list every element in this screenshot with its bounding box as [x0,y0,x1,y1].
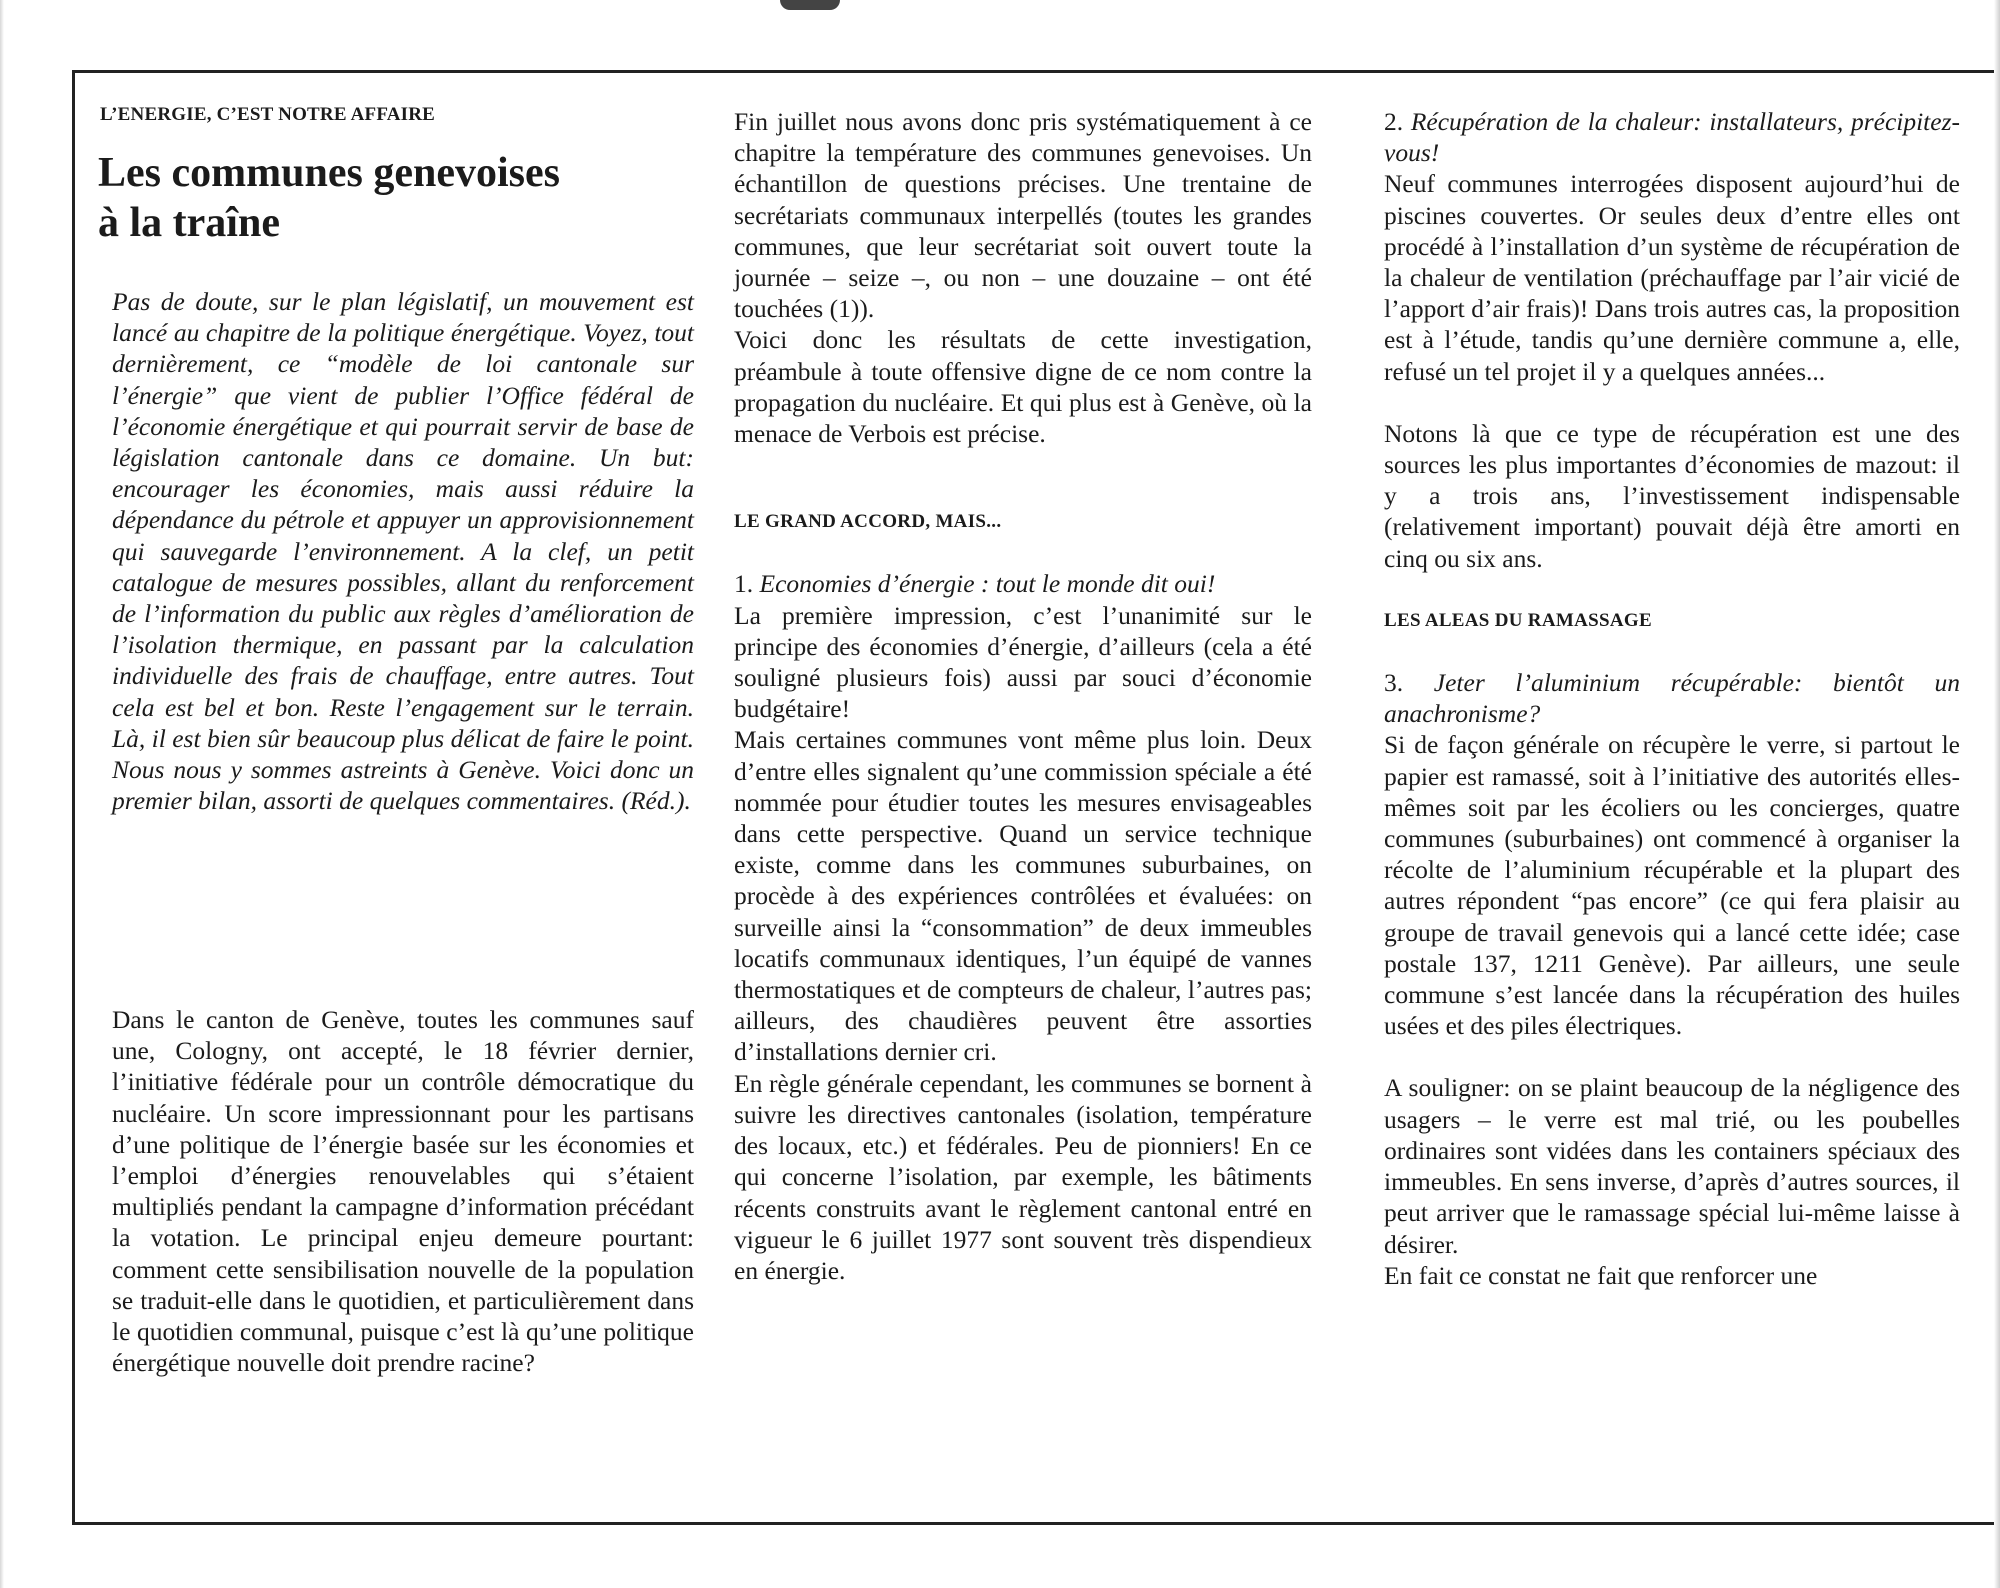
headline-line-2: à la traîne [98,200,280,246]
col2-paragraph-2: Voici donc les résultats de cette investigation, préambule à toute offensive digne de ce nom contre la propagation du nucléaire. Et qui plus est à Genève, où la menace de Verbois est précise. [734,325,1312,449]
col3-paragraph-2: Notons là que ce type de récupération est une des sources les plus importantes d’économies de mazout: il y a trois ans, l’investissement indispensable (relativement important) pouvait déjà être amorti en cinq ou six ans. [1384,418,1960,573]
item-3-heading [1384,667,1960,729]
article-headline [98,148,718,248]
page-edge-left [0,0,4,1588]
print-smudge [780,0,840,10]
article-kicker: L’ENERGIE, C’EST NOTRE AFFAIRE [100,104,436,125]
col3-paragraph-1: Neuf communes interrogées disposent aujourd’hui de piscines couvertes. Or seules deux d’entre elles ont procédé à l’installation d’un système de récupération de la chaleur de ventilation (préchauffage par l’air vicié de l’apport d’air frais)! Dans trois autres cas, la proposition est à l’étude, tandis qu’une dernière commune a, elle, refusé un tel projet il y a quelques années... [1384,169,1960,386]
item-3-title: Jeter l’aluminium récupérable: bientôt un anachronisme? [1384,668,1960,729]
item-3-number: 3. [1384,668,1404,698]
col2-paragraph-5: En règle générale cependant, les communes se bornent à suivre les directives cantonales (isolation, température des locaux, etc.) et fédérales. Peu de pionniers! En ce qui concerne l’isolation, par exemple, les bâtiments récents construits avant le règlement cantonal entré en vigueur le 6 juillet 1977 sont souvent très dispendieux en énergie. [734,1068,1312,1285]
item-1-number: 1. [734,569,754,599]
spacer [1384,387,1960,418]
spacer [734,537,1312,568]
col2-paragraph-4: Mais certaines communes vont même plus loin. Deux d’entre elles signalent qu’une commission spéciale a été nommée pour étudier toutes les mesures envisageables dans cette perspective. Quand un service technique existe, comme dans les communes suburbaines, on procède à des expériences contrôlées et évaluées: on surveille ainsi la “consommation” de deux immeubles locatifs communaux identiques, l’un équipé de vannes thermostatiques et de compteurs de chaleur, l’autres pas; ailleurs, des chaudières peuvent être assorties d’installations dernier cri. [734,725,1312,1067]
item-1-title: Economies d’énergie : tout le monde dit oui! [759,569,1216,599]
spacer [1384,636,1960,667]
body-paragraph-col1: Dans le canton de Genève, toutes les communes sauf une, Cologny, ont accepté, le 18 février dernier, l’initiative fédérale pour un contrôle démocratique du nucléaire. Un score impressionnant pour les partisans d’une politique de l’énergie basée sur les économies et l’emploi d’énergies renouvelables qui s’étaient multipliés pendant la campagne d’information précédant la votation. Le principal enjeu demeure pourtant: comment cette sensibilisation nouvelle de la population se traduit-elle dans le quotidien, et particulièrement dans le quotidien communal, puisque c’est là qu’une politique énergétique nouvelle doit prendre racine? [112,1005,694,1378]
spacer [1384,574,1960,605]
article-intro: Pas de doute, sur le plan législatif, un mouvement est lancé au chapitre de la politique énergétique. Voyez, tout dernièrement, ce “modèle de loi cantonale sur l’énergie” que vient de publier l’Office fédéral de l’économie énergétique et qui pourrait servir de base de législation cantonale dans ce domaine. Un but: encourager les économies, mais aussi réduire la dépendance du pétrole et appuyer un approvisionnement qui sauvegarde l’environnement. A la clef, un petit catalogue de mesures possibles, allant du renforcement de l’information du public aux règles d’amélioration de l’isolation thermique, en passant par la calculation individuelle des frais de chauffage, entre autres. Tout cela est bel et bon. Reste l’engagement sur le terrain. Là, il est bien sûr beaucoup plus délicat de faire le point. Nous nous y sommes astreints à Genève. Voici donc un premier bilan, assorti de quelques commentaires. (Réd.). [112,287,694,816]
spacer [734,480,1312,506]
column-3 [1384,106,1960,1291]
headline-line-1: Les communes genevoises [98,150,560,196]
spacer [1384,1041,1960,1072]
col3-paragraph-4: A souligner: on se plaint beaucoup de la négligence des usagers – le verre est mal trié, ou les poubelles ordinaires sont vidées dans les containers spéciaux des immeubles. En sens inverse, d’après d’autres sources, il peut arriver que le ramassage spécial lui-même laisse à désirer. [1384,1073,1960,1259]
column-2 [734,106,1312,1286]
col2-paragraph-3: La première impression, c’est l’unanimité sur le principe des économies d’énergie, d’ailleurs (cela a été souligné plusieurs fois) aussi par souci d’économie budgétaire! [734,600,1312,724]
page-edge-right [1994,0,2000,1588]
subheading-grand-accord: LE GRAND ACCORD, MAIS... [734,511,1002,533]
item-2-heading [1384,106,1960,168]
item-2-title: Récupération de la chaleur: installateurs, précipitez-vous! [1384,107,1960,168]
spacer [734,449,1312,480]
item-1-heading [734,568,1312,599]
col3-paragraph-5: En fait ce constat ne fait que renforcer une [1384,1260,1818,1290]
col3-paragraph-3: Si de façon générale on récupère le verre, si partout le papier est ramassé, soit à l’initiative des autorités elles-mêmes soit par les écoliers ou les concierges, quatre communes (suburbaines) ont commencé à organiser la récolte de l’aluminium récupérable et la plupart des autres répondent “pas encore” (ce qui fera plaisir au groupe de travail genevois qui a lancé cette idée; case postale 137, 1211 Genève). Par ailleurs, une seule commune s’est lancée dans la récupération des huiles usées et des piles électriques. [1384,730,1960,1041]
item-2-number: 2. [1384,107,1404,136]
subheading-aleas-ramassage: LES ALEAS DU RAMASSAGE [1384,609,1652,631]
col2-paragraph-1: Fin juillet nous avons donc pris systématiquement à ce chapitre la température des communes genevoises. Un échantillon de questions précises. Une trentaine de secrétariats communaux interpellés (toutes les grandes communes, que leur secrétariat soit ouvert toute la journée – seize –, ou non – une douzaine – ont été touchées (1)). [734,107,1312,324]
